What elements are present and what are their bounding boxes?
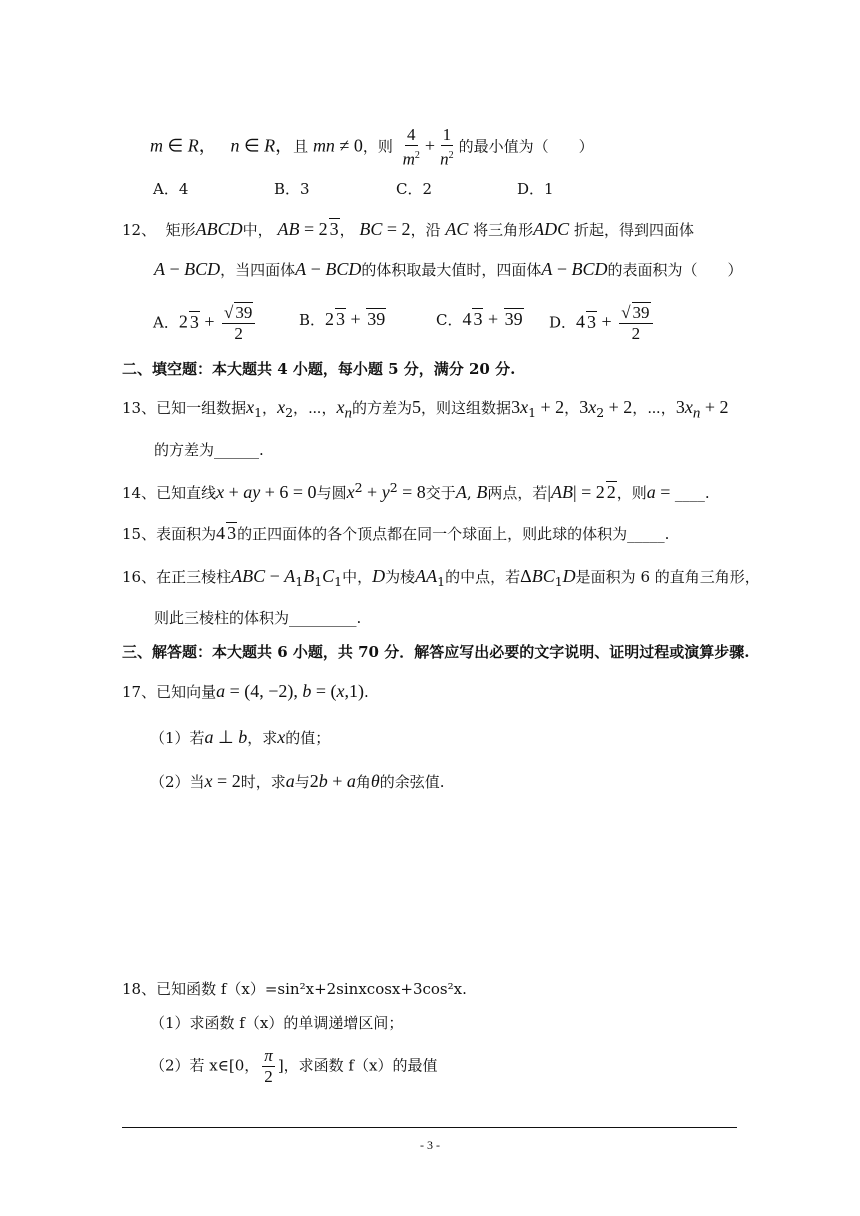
q11-stem: m ∈ R， n ∈ R，且 mn ≠ 0，则 $\frac{4}{m^2}$ + $\frac{1}{n^2}$ 的最小值为（ ） (150, 125, 594, 169)
q16-line2: 则此三棱柱的体积为_________. (154, 609, 362, 627)
q13-line1: 13、已知一组数据$x_1$，$x_2$，⋯，$x_n$的方差为5，则这组数据$3x_1 + 2$，$3x_2 + 2$，⋯，$3x_n + 2$ (122, 397, 729, 422)
q12-option-a: A．2 3 + $\frac{√ 39}{2}$ (153, 303, 258, 344)
q12-line1: 12、 矩形ABCD中， AB = 2 3， BC = 2，沿 AC 将三角形ADC 折起，得到四面体 (122, 219, 694, 239)
q11-option-a: A．4 (153, 180, 189, 198)
q11-option-b: B．3 (274, 180, 310, 198)
section2-heading: 二、填空题：本大题共 4 小题，每小题 5 分，满分 20 分. (122, 360, 516, 378)
q12-option-b: B．2 3 + 39 (299, 309, 386, 329)
section3-heading: 三、解答题：本大题共 6 小题，共 70 分．解答应写出必要的文字说明、证明过程或演算步骤. (122, 643, 750, 661)
q14-line: 14、已知直线x + ay + 6 = 0与圆$x^2 + y^2 = 8$交于A, B两点，若|AB| = 2 2，则a = ____. (122, 480, 710, 502)
q15-line: 15、表面积为4 3的正四面体的各个顶点都在同一个球面上，则此球的体积为_____. (122, 523, 670, 543)
footer-rule (122, 1127, 737, 1128)
q16-line1: 16、在正三棱柱ABC − $A_1B_1C_1$中，D为棱$AA_1$的中点，若$\Delta BC_1D$是面积为 6 的直角三角形， (122, 566, 760, 589)
q12-option-d: D．4 3 + $\frac{√ 39}{2}$ (549, 303, 656, 344)
q18-part2: （2）若 x∈[0， $\frac{\pi}{2}$ ]，求函数 f（x）的最值 (150, 1046, 438, 1086)
q11-option-d: D．1 (517, 180, 554, 198)
q11-option-c: C．2 (396, 180, 433, 198)
q18-part1: （1）求函数 f（x）的单调递增区间； (150, 1014, 404, 1032)
fraction-1-over-n2: $\frac{1}{n^2}$ (440, 125, 454, 169)
q13-line2: 的方差为______. (154, 441, 264, 459)
fraction-4-over-m2: $\frac{4}{m^2}$ (402, 125, 420, 169)
q17-stem: 17、已知向量a = (4, −2), b = (x,1). (122, 681, 369, 701)
q12-option-c: C．4 3 + 39 (436, 309, 523, 329)
q12-line2: A − BCD，当四面体A − BCD的体积取最大值时，四面体A − BCD的表面积为（ ） (154, 259, 743, 279)
q17-part1: （1）若a ⊥ b，求x的值； (150, 727, 331, 747)
page-number: - 3 - (420, 1138, 440, 1152)
q18-stem: 18、已知函数 f（x）=sin²x+2sinxcosx+3cos²x. (122, 980, 467, 998)
fraction-pi-over-2: $\frac{\pi}{2}$ (264, 1046, 273, 1086)
q17-part2: （2）当x = 2时，求a与2b + a角θ的余弦值. (150, 771, 445, 791)
